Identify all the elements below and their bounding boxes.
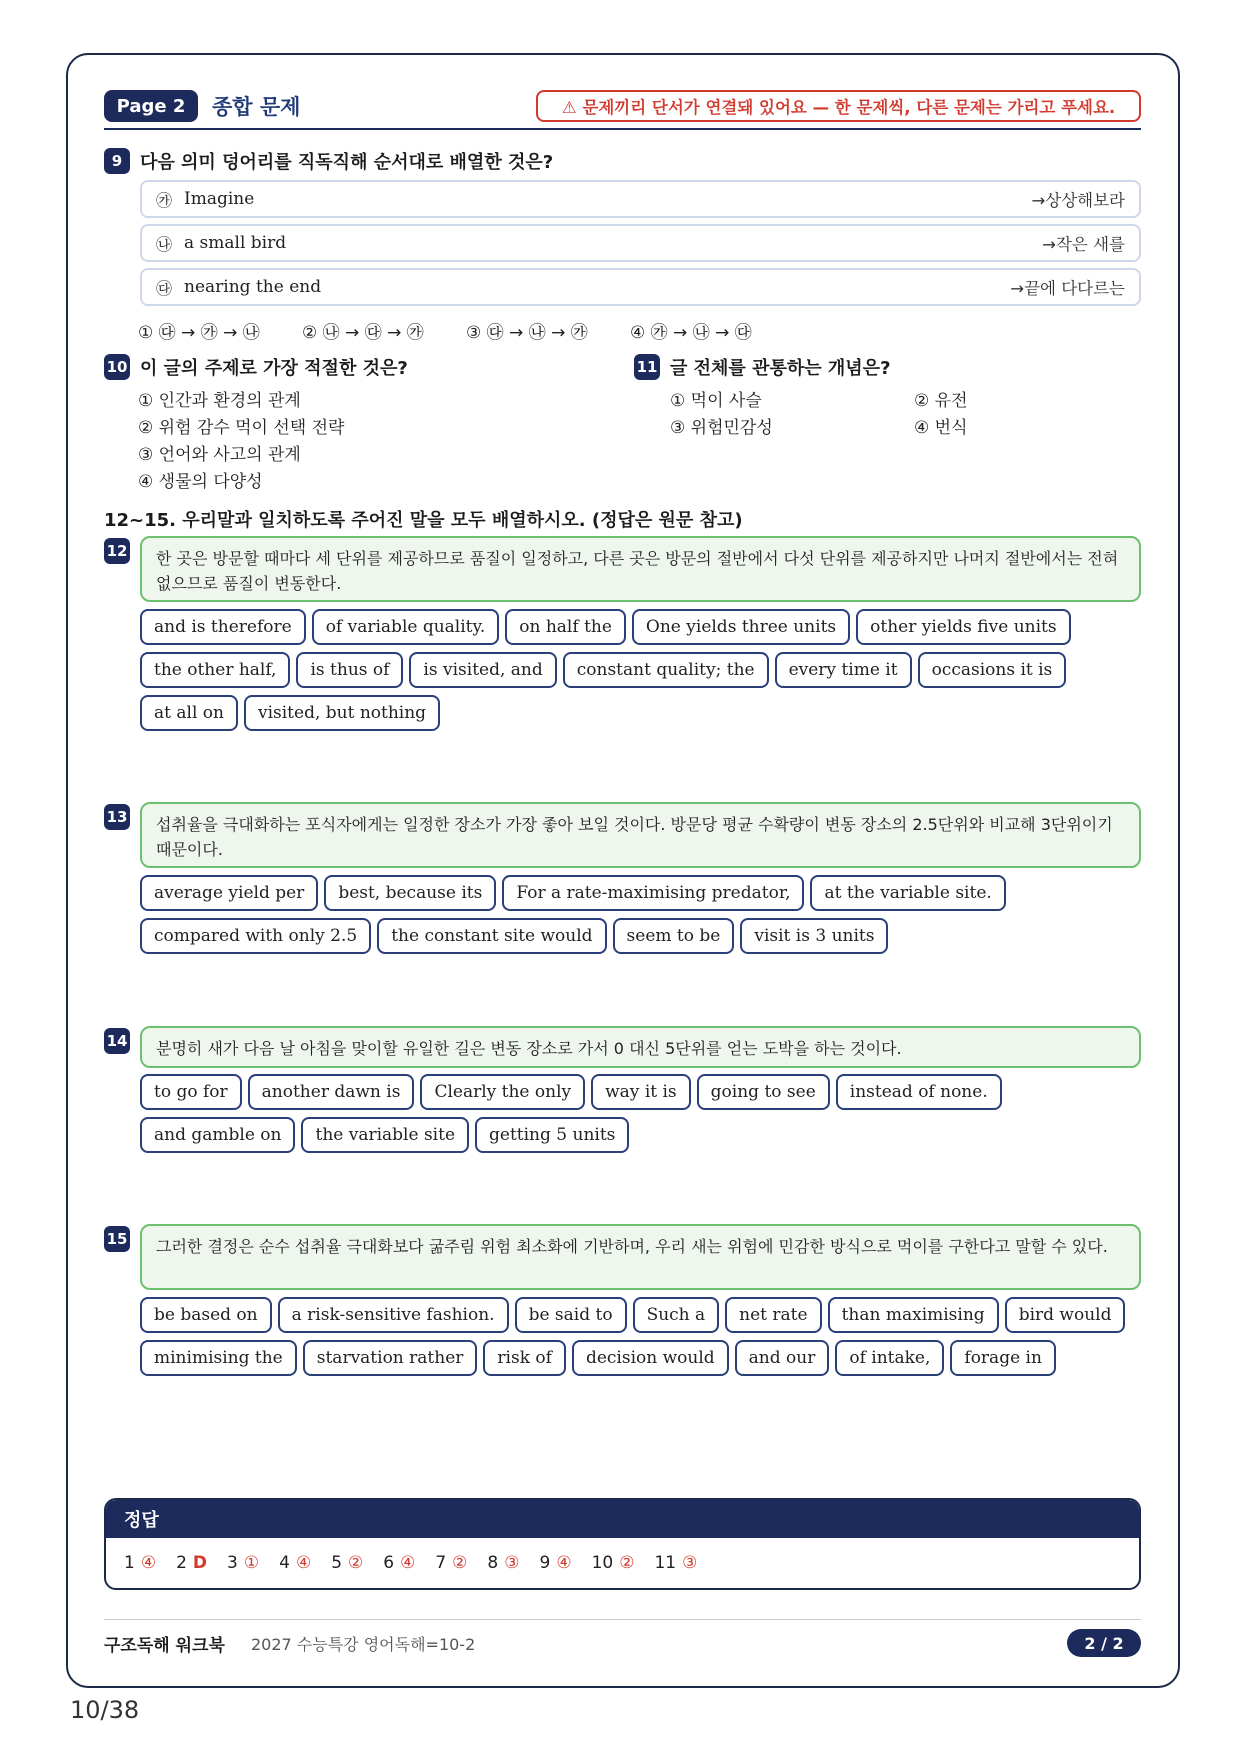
word-token[interactable]: the variable site — [301, 1117, 469, 1153]
q11-option-1[interactable]: ① 먹이 사슬 — [670, 391, 762, 411]
word-token[interactable]: and our — [735, 1340, 830, 1376]
word-token[interactable]: Such a — [633, 1297, 720, 1333]
page-title: 종합 문제 — [212, 95, 301, 119]
answer-value: ④ — [140, 1553, 157, 1573]
word-token[interactable]: forage in — [950, 1340, 1056, 1376]
q10-option-1[interactable]: ① 인간과 환경의 관계 — [138, 391, 301, 411]
word-token[interactable]: going to see — [697, 1074, 830, 1110]
word-token[interactable]: minimising the — [140, 1340, 297, 1376]
word-token[interactable]: instead of none. — [836, 1074, 1002, 1110]
word-token[interactable]: For a rate-maximising predator, — [502, 875, 804, 911]
korean-prompt: 한 곳은 방문할 때마다 세 단위를 제공하므로 품질이 일정하고, 다른 곳은 방문의 절반에서 다섯 단위를 제공하지만 나머지 절반에서는 전혀 없으므로 품질이 변동한다. — [140, 536, 1141, 602]
question-10-text: 이 글의 주제로 가장 적절한 것은? — [140, 358, 408, 379]
answer-value: ① — [243, 1553, 260, 1573]
q9-option-2[interactable]: ② ㉯ → ㉰ → ㉮ — [302, 323, 424, 343]
answer-item — [279, 1553, 311, 1573]
word-token[interactable]: of variable quality. — [312, 609, 500, 645]
answer-item — [654, 1553, 697, 1573]
word-token[interactable]: average yield per — [140, 875, 318, 911]
answer-value: ③ — [504, 1553, 520, 1573]
section-heading: 12~15. 우리말과 일치하도록 주어진 말을 모두 배열하시오. (정답은 원문 참고) — [104, 510, 743, 531]
word-token[interactable]: and is therefore — [140, 609, 306, 645]
chunk-mark: ㉯ — [156, 234, 173, 254]
token-bank — [140, 609, 1150, 731]
word-token[interactable]: occasions it is — [918, 652, 1067, 688]
answer-value: ④ — [400, 1553, 416, 1573]
chunk-korean: →상상해보라 — [1031, 191, 1125, 210]
footer-brand: 구조독해 워크북 — [104, 1636, 225, 1656]
answer-number: 4 — [279, 1553, 290, 1573]
word-token[interactable]: every time it — [775, 652, 912, 688]
word-token[interactable]: Clearly the only — [420, 1074, 585, 1110]
korean-prompt: 섭취율을 극대화하는 포식자에게는 일정한 장소가 가장 좋아 보일 것이다. 방문당 평균 수확량이 변동 장소의 2.5단위와 비교해 3단위이기 때문이다. — [140, 802, 1141, 868]
answer-value: ③ — [682, 1553, 698, 1573]
answer-item — [540, 1553, 572, 1573]
word-token[interactable]: is thus of — [296, 652, 403, 688]
q11-option-4[interactable]: ④ 번식 — [914, 418, 968, 438]
answer-number: 1 — [124, 1553, 135, 1573]
token-bank — [140, 1297, 1150, 1376]
answer-heading: 정답 — [106, 1500, 1139, 1538]
q9-option-1[interactable]: ① ㉰ → ㉮ → ㉯ — [138, 323, 260, 343]
answer-item — [331, 1553, 363, 1573]
word-token[interactable]: the constant site would — [377, 918, 606, 954]
answer-value: ② — [452, 1553, 468, 1573]
word-token[interactable]: of intake, — [835, 1340, 944, 1376]
footer-subtitle: 2027 수능특강 영어독해=10-2 — [251, 1635, 476, 1654]
word-token[interactable]: another dawn is — [248, 1074, 415, 1110]
word-token[interactable]: than maximising — [828, 1297, 999, 1333]
footer-divider — [104, 1619, 1141, 1620]
answer-value: ④ — [556, 1553, 572, 1573]
answer-item — [487, 1553, 519, 1573]
word-token[interactable]: bird would — [1005, 1297, 1126, 1333]
q9-option-4[interactable]: ④ ㉮ → ㉯ → ㉰ — [630, 323, 752, 343]
word-token[interactable]: constant quality; the — [563, 652, 769, 688]
word-token[interactable]: a risk-sensitive fashion. — [278, 1297, 509, 1333]
word-token[interactable]: best, because its — [324, 875, 496, 911]
answer-item — [592, 1553, 635, 1573]
page-counter: 10/38 — [70, 1696, 140, 1724]
token-bank — [140, 1074, 1150, 1153]
question-number-11: 11 — [634, 354, 660, 380]
word-token[interactable]: visited, but nothing — [244, 695, 440, 731]
page-badge: Page 2 — [104, 90, 198, 122]
answer-number: 7 — [435, 1553, 447, 1573]
word-token[interactable]: getting 5 units — [475, 1117, 629, 1153]
chunk-korean: →작은 새를 — [1042, 235, 1125, 254]
q11-option-2[interactable]: ② 유전 — [914, 391, 968, 411]
word-token[interactable]: at all on — [140, 695, 238, 731]
chunk-mark: ㉮ — [156, 190, 173, 210]
answer-item — [124, 1553, 156, 1573]
question-number-13: 13 — [104, 804, 130, 830]
q9-option-3[interactable]: ③ ㉰ → ㉯ → ㉮ — [466, 323, 588, 343]
korean-prompt: 분명히 새가 다음 날 아침을 맞이할 유일한 길은 변동 장소로 가서 0 대신 5단위를 얻는 도박을 하는 것이다. — [140, 1026, 1141, 1068]
word-token[interactable]: be based on — [140, 1297, 272, 1333]
question-number-15: 15 — [104, 1226, 130, 1252]
chunk-mark: ㉰ — [156, 278, 173, 298]
word-token[interactable]: starvation rather — [303, 1340, 478, 1376]
answer-number: 3 — [227, 1553, 238, 1573]
word-token[interactable]: risk of — [483, 1340, 566, 1376]
chunk-english: Imagine — [184, 189, 255, 209]
answer-item — [227, 1553, 259, 1573]
answer-number: 8 — [487, 1553, 499, 1573]
word-token[interactable]: to go for — [140, 1074, 242, 1110]
word-token[interactable]: the other half, — [140, 652, 290, 688]
answer-item — [383, 1553, 415, 1573]
word-token[interactable]: compared with only 2.5 — [140, 918, 371, 954]
answer-number: 11 — [654, 1553, 677, 1573]
question-9-text: 다음 의미 덩어리를 직독직해 순서대로 배열한 것은? — [140, 152, 554, 173]
answer-number: 9 — [539, 1553, 551, 1573]
chunk-korean: →끝에 다다르는 — [1010, 279, 1125, 298]
word-token[interactable]: decision would — [572, 1340, 729, 1376]
warning-text: ⚠ 문제끼리 단서가 연결돼 있어요 — 한 문제씩, 다른 문제는 가리고 푸세요. — [561, 98, 1116, 117]
chunk-row — [140, 268, 1141, 306]
answer-number: 10 — [591, 1553, 614, 1573]
question-number-14: 14 — [104, 1028, 130, 1054]
warning-banner — [536, 90, 1141, 122]
word-token[interactable]: at the variable site. — [810, 875, 1005, 911]
question-11-text: 글 전체를 관통하는 개념은? — [670, 358, 891, 379]
answer-value: D — [192, 1553, 208, 1573]
answer-number: 5 — [331, 1553, 343, 1573]
word-token[interactable]: One yields three units — [632, 609, 850, 645]
word-token[interactable]: is visited, and — [409, 652, 556, 688]
korean-prompt: 그러한 결정은 순수 섭취율 극대화보다 굶주림 위험 최소화에 기반하며, 우리 새는 위험에 민감한 방식으로 먹이를 구한다고 말할 수 있다. — [140, 1224, 1141, 1290]
footer-pager: 2 / 2 — [1067, 1629, 1141, 1657]
chunk-row — [140, 180, 1141, 218]
answer-number: 6 — [383, 1553, 395, 1573]
header-divider — [104, 128, 1141, 130]
word-token[interactable]: way it is — [591, 1074, 691, 1110]
answer-item — [435, 1553, 467, 1573]
word-token[interactable]: net rate — [725, 1297, 821, 1333]
word-token[interactable]: visit is 3 units — [740, 918, 888, 954]
q10-option-2[interactable]: ② 위험 감수 먹이 선택 전략 — [138, 418, 345, 438]
word-token[interactable]: seem to be — [613, 918, 735, 954]
chunk-english: nearing the end — [184, 277, 322, 297]
answer-item — [176, 1553, 207, 1573]
question-number-10: 10 — [104, 354, 130, 380]
answer-value: ④ — [295, 1553, 312, 1573]
question-number-9: 9 — [104, 148, 130, 174]
answer-number: 2 — [176, 1553, 187, 1573]
answer-value: ② — [348, 1553, 364, 1573]
q10-option-4[interactable]: ④ 생물의 다양성 — [138, 472, 263, 492]
answer-box — [104, 1498, 1141, 1590]
word-token[interactable]: on half the — [505, 609, 626, 645]
answer-row — [106, 1538, 1139, 1588]
chunk-english: a small bird — [184, 233, 287, 253]
question-number-12: 12 — [104, 538, 130, 564]
word-token[interactable]: be said to — [515, 1297, 627, 1333]
word-token[interactable]: other yields five units — [856, 609, 1070, 645]
answer-value: ② — [619, 1553, 635, 1573]
chunk-row — [140, 224, 1141, 262]
q11-option-3[interactable]: ③ 위험민감성 — [670, 418, 773, 438]
q10-option-3[interactable]: ③ 언어와 사고의 관계 — [138, 445, 301, 465]
word-token[interactable]: and gamble on — [140, 1117, 295, 1153]
token-bank — [140, 875, 1150, 954]
